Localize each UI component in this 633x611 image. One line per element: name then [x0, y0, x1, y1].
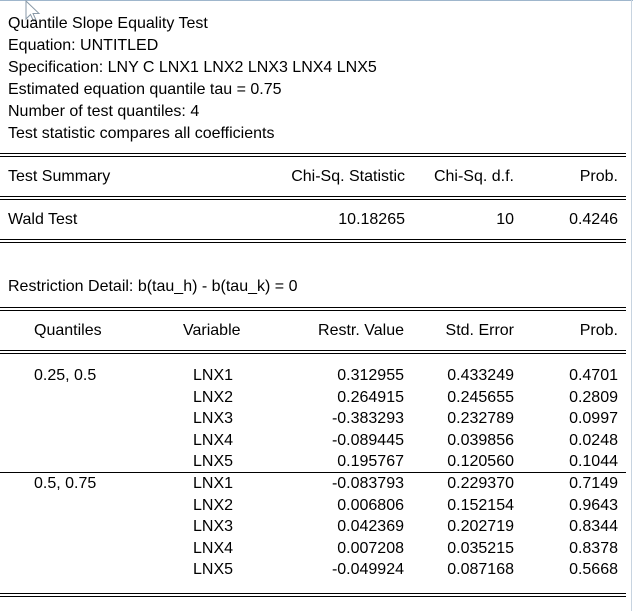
detail-variable-cell: LNX1: [193, 475, 234, 492]
detail-variable-cell: LNX4: [193, 431, 234, 449]
detail-restr-value-cell: -0.049924: [331, 561, 404, 579]
detail-restr-value-cell: -0.083793: [331, 475, 404, 492]
detail-col-quantiles: Quantiles: [34, 322, 102, 339]
detail-prob-cell: 0.2809: [569, 388, 618, 406]
summary-top-rule-2: [0, 156, 626, 157]
detail-prob-cell: 0.0248: [569, 431, 618, 449]
detail-restr-value-cell: -0.383293: [331, 410, 404, 428]
quantiles-count-label: Number of test quantiles: 4: [8, 103, 200, 120]
detail-restr-value-cell: 0.312955: [337, 367, 404, 384]
detail-prob-cell: 0.8378: [569, 539, 618, 557]
summary-mid-rule-2: [0, 199, 626, 200]
summary-data-row: [0, 209, 626, 231]
detail-restr-value-cell: 0.006806: [337, 496, 404, 514]
detail-row: [0, 365, 626, 387]
detail-row: [0, 387, 626, 409]
detail-restr-value-cell: 0.195767: [337, 453, 404, 471]
specification-label: Specification: LNY C LNX1 LNX2 LNX3 LNX4 LNX5: [8, 59, 377, 76]
detail-prob-cell: 0.1044: [569, 453, 618, 471]
detail-prob-cell: 0.8344: [569, 518, 618, 536]
detail-prob-cell: 0.4701: [569, 367, 618, 384]
detail-std-error-cell: 0.232789: [447, 410, 514, 428]
detail-col-std-error: Std. Error: [445, 322, 514, 339]
detail-top-rule: [0, 307, 626, 308]
detail-prob-cell: 0.7149: [569, 475, 618, 492]
detail-prob-cell: 0.0997: [569, 410, 618, 428]
detail-std-error-cell: 0.433249: [447, 367, 514, 384]
detail-bottom-rule-2: [0, 596, 626, 597]
detail-restr-value-cell: 0.007208: [337, 539, 404, 557]
detail-variable-cell: LNX1: [193, 367, 234, 384]
detail-mid-rule: [0, 350, 626, 351]
detail-restr-value-cell: -0.089445: [331, 431, 404, 449]
detail-quantiles-cell: 0.5, 0.75: [34, 475, 97, 492]
detail-std-error-cell: 0.245655: [447, 388, 514, 406]
detail-row: [0, 408, 626, 430]
summary-col-chisq: Chi-Sq. Statistic: [291, 168, 405, 185]
detail-std-error-cell: 0.229370: [447, 475, 514, 492]
detail-col-restr-value: Restr. Value: [318, 322, 404, 339]
restriction-detail-label: Restriction Detail: b(tau_h) - b(tau_k) = 0: [8, 278, 298, 295]
detail-mid-rule-2: [0, 353, 626, 354]
detail-row: [0, 430, 626, 452]
detail-col-variable: Variable: [183, 322, 241, 339]
detail-row: [0, 495, 626, 517]
test-title: Quantile Slope Equality Test: [8, 15, 208, 32]
detail-std-error-cell: 0.039856: [447, 431, 514, 449]
summary-bottom-rule: [0, 239, 626, 240]
summary-header-row: [0, 166, 626, 188]
detail-prob-cell: 0.5668: [569, 561, 618, 579]
detail-variable-cell: LNX5: [193, 561, 234, 579]
detail-row: [0, 516, 626, 538]
detail-col-prob: Prob.: [579, 322, 618, 339]
summary-col-test: Test Summary: [8, 168, 111, 185]
detail-std-error-cell: 0.202719: [447, 518, 514, 536]
detail-variable-cell: LNX2: [193, 496, 234, 514]
detail-row: [0, 473, 626, 495]
detail-row: [0, 559, 626, 581]
summary-col-df: Chi-Sq. d.f.: [433, 168, 514, 185]
output-header: [8, 13, 377, 145]
summary-mid-rule: [0, 196, 626, 197]
detail-prob-cell: 0.9643: [569, 496, 618, 514]
summary-test-name: Wald Test: [8, 211, 78, 228]
detail-variable-cell: LNX3: [193, 410, 234, 428]
compares-label: Test statistic compares all coefficients: [8, 125, 275, 142]
detail-header-row: [0, 320, 626, 342]
detail-row: [0, 451, 626, 473]
detail-restr-value-cell: 0.042369: [337, 518, 404, 536]
summary-top-rule: [0, 153, 626, 154]
tau-label: Estimated equation quantile tau = 0.75: [8, 81, 282, 98]
detail-quantiles-cell: 0.25, 0.5: [34, 367, 97, 384]
detail-std-error-cell: 0.035215: [447, 539, 514, 557]
detail-variable-cell: LNX3: [193, 518, 234, 536]
equation-label: Equation: UNTITLED: [8, 37, 159, 54]
detail-std-error-cell: 0.120560: [447, 453, 514, 471]
detail-restr-value-cell: 0.264915: [337, 388, 404, 406]
detail-variable-cell: LNX5: [193, 453, 234, 471]
summary-bottom-rule-2: [0, 242, 626, 243]
detail-variable-cell: LNX2: [193, 388, 234, 406]
summary-prob-value: 0.4246: [569, 211, 618, 228]
summary-df-value: 10: [496, 211, 514, 228]
window-right-border: [631, 0, 632, 611]
summary-chisq-value: 10.18265: [338, 211, 405, 228]
detail-top-rule-2: [0, 310, 626, 311]
detail-row: [0, 538, 626, 560]
summary-col-prob: Prob.: [579, 168, 618, 185]
detail-bottom-rule: [0, 593, 626, 594]
window-top-border: [0, 0, 633, 1]
detail-std-error-cell: 0.087168: [447, 561, 514, 579]
detail-std-error-cell: 0.152154: [447, 496, 514, 514]
detail-variable-cell: LNX4: [193, 539, 234, 557]
